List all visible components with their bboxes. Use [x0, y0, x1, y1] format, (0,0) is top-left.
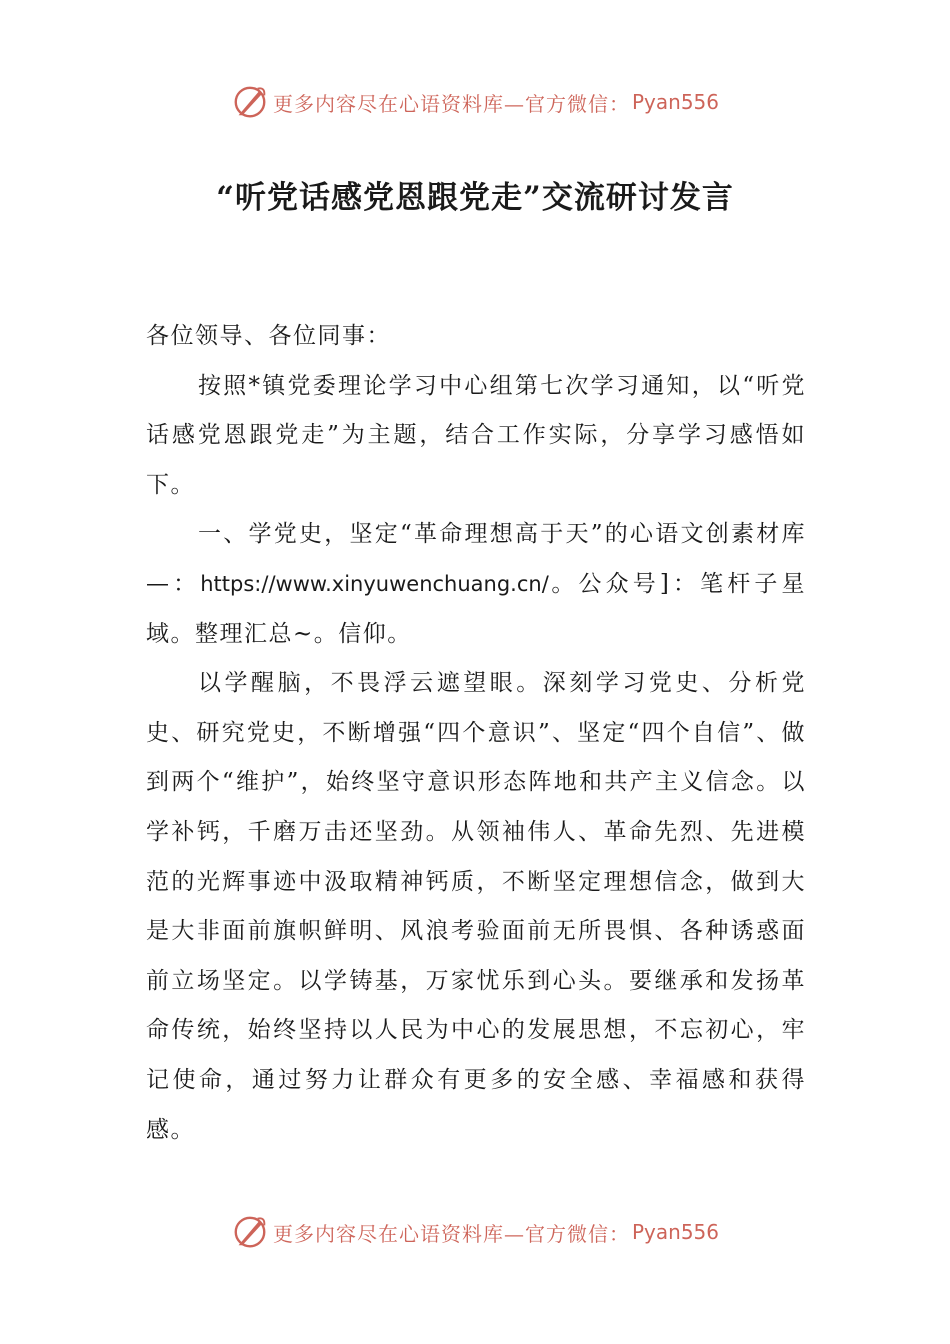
document-body	[146, 312, 806, 1155]
quill-logo-icon	[231, 83, 269, 121]
header-watermark	[0, 82, 950, 122]
salutation: 各位领导、各位同事：	[146, 323, 391, 349]
section-heading-1	[146, 510, 806, 659]
watermark-text: 更多内容尽在心语资料库—官方微信：	[272, 91, 630, 116]
source-url: https://www.xinyuwenchuang.cn/	[200, 571, 549, 596]
section-heading-1-tail: 。公众号]：笔杆子星域。整理汇总~。信仰。	[146, 570, 806, 647]
body-paragraph: 以学醒脑，不畏浮云遮望眼。深刻学习党史、分析党史、研究党史，不断增强“四个意识”、坚定“四个自信”、做到两个“维护”，始终坚守意识形态阵地和共产主义信念。以学补钙，千磨万击还坚劲。从领袖伟人、革命先烈、先进模范的光辉事迹中汲取精神钙质，不断坚定理想信念，做到大是大非面前旗帜鲜明、风浪考验面前无所畏惧、各种诱惑面前立场坚定。以学铸基，万家忧乐到心头。要继承和发扬革命传统，始终坚持以人民为中心的发展思想，不忘初心，牢记使命，通过努力让群众有更多的安全感、幸福感和获得感。	[146, 670, 806, 1143]
watermark-text: 更多内容尽在心语资料库—官方微信：	[272, 1221, 630, 1246]
watermark-wechat-id: Pyan556	[631, 90, 719, 114]
document-title: “听党话感党恩跟党走”交流研讨发言	[216, 180, 734, 216]
footer-watermark	[0, 1212, 950, 1252]
watermark-wechat-id: Pyan556	[631, 1220, 719, 1244]
quill-logo-icon	[231, 1213, 269, 1251]
section-heading-1-text: 一、学党史，坚定“革命理想高于天”的心语文创素材库—：	[146, 521, 806, 597]
intro-paragraph: 按照*镇党委理论学习中心组第七次学习通知，以“听党话感党恩跟党走”为主题，结合工作实际，分享学习感悟如下。	[146, 372, 806, 498]
